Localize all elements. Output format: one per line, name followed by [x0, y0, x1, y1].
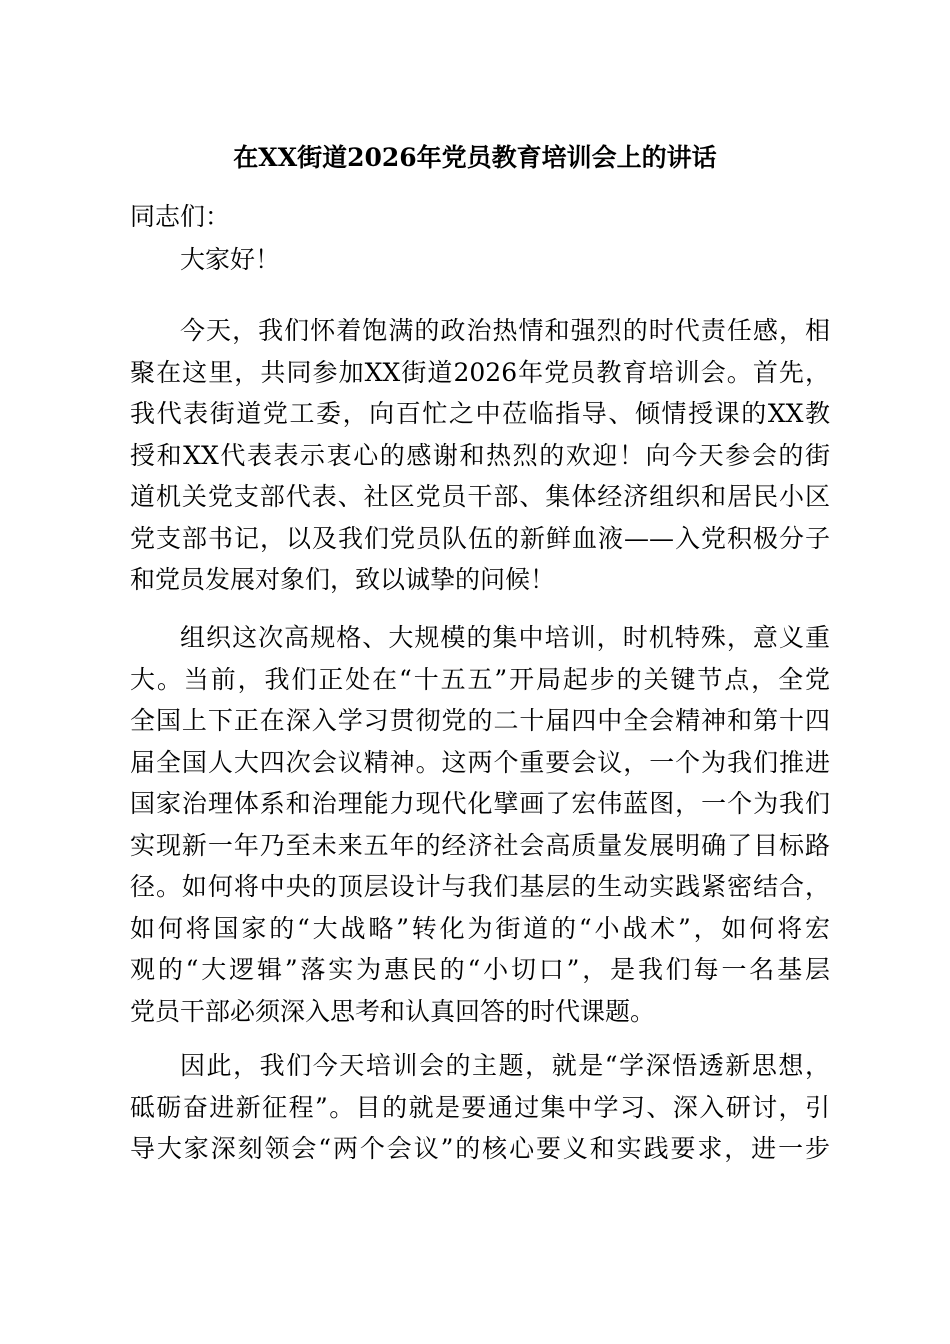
paragraph-line: 聚在这里，共同参加XX街道2026年党员教育培训会。首先，	[130, 357, 830, 387]
paragraph-line: 国家治理体系和治理能力现代化擘画了宏伟蓝图，一个为我们	[130, 789, 830, 818]
paragraph-line: 组织这次高规格、大规模的集中培训，时机特殊，意义重	[180, 623, 830, 652]
paragraph-3	[130, 1045, 830, 1170]
paragraph-line: 和党员发展对象们，致以诚挚的问候！	[130, 565, 556, 594]
paragraph-line: 授和XX代表表示衷心的感谢和热烈的欢迎！向今天参会的街	[130, 440, 830, 470]
paragraph-line: 径。如何将中央的顶层设计与我们基层的生动实践紧密结合，	[130, 872, 830, 901]
paragraph-line: 因此，我们今天培训会的主题，就是“学深悟透新思想，	[180, 1051, 830, 1080]
paragraph-line: 届全国人大四次会议精神。这两个重要会议，一个为我们推进	[130, 747, 830, 777]
paragraph-2	[130, 617, 830, 1032]
paragraph-line: 党支部书记，以及我们党员队伍的新鲜血液——入党积极分子	[130, 523, 830, 553]
paragraph-line: 道机关党支部代表、社区党员干部、集体经济组织和居民小区	[130, 482, 830, 511]
paragraph-line: 今天，我们怀着饱满的政治热情和强烈的时代责任感，相	[180, 316, 830, 345]
paragraph-line: 实现新一年乃至未来五年的经济社会高质量发展明确了目标路	[130, 830, 830, 860]
paragraph-line: 我代表街道党工委，向百忙之中莅临指导、倾情授课的XX教	[130, 399, 830, 428]
paragraph-line: 大。当前，我们正处在“十五五”开局起步的关键节点，全党	[130, 664, 830, 694]
paragraph-line: 如何将国家的“大战略”转化为街道的“小战术”，如何将宏	[130, 913, 830, 943]
document-title: 在XX街道2026年党员教育培训会上的讲话	[233, 143, 717, 172]
paragraph-line: 全国上下正在深入学习贯彻党的二十届四中全会精神和第十四	[130, 706, 830, 735]
paragraph-line: 党员干部必须深入思考和认真回答的时代课题。	[130, 996, 656, 1026]
greeting: 大家好！	[180, 245, 281, 274]
paragraph-line: 观的“大逻辑”落实为惠民的“小切口”，是我们每一名基层	[130, 955, 830, 984]
paragraph-line: 导大家深刻领会“两个会议”的核心要义和实践要求，进一步	[130, 1134, 830, 1163]
paragraph-line: 砥砺奋进新征程”。目的就是要通过集中学习、深入研讨，引	[130, 1092, 830, 1122]
salutation: 同志们：	[130, 202, 231, 231]
paragraph-1	[130, 310, 830, 601]
